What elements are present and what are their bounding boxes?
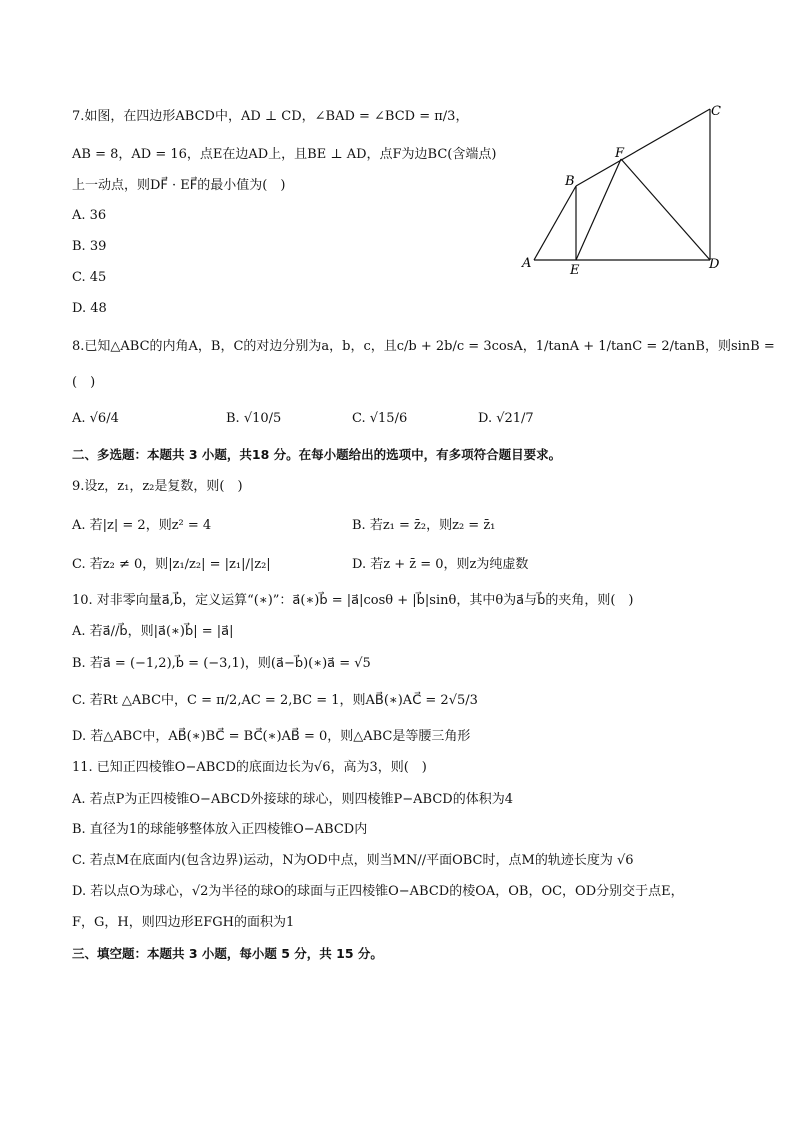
- q9-option-c: C. 若z₂ ≠ 0，则|z₁/z₂| = |z₁|/|z₂|: [72, 557, 271, 572]
- q11-option-b: B. 直径为1的球能够整体放入正四棱锥O−ABCD内: [72, 822, 368, 837]
- q7-option-d: D. 48: [72, 301, 107, 316]
- q9-option-d: D. 若z + z̄ = 0，则z为纯虚数: [352, 557, 529, 572]
- q7-figure: [515, 95, 755, 285]
- q8-option-c: C. √15/6: [352, 411, 408, 426]
- q7-line1: 7.如图，在四边形ABCD中，AD ⊥ CD，∠BAD = ∠BCD = π/3，: [72, 109, 469, 124]
- q10-option-b: B. 若a⃗ = (−1,2),b⃗ = (−3,1)，则(a⃗−b⃗)(∗)a⃗ = √5: [72, 656, 371, 671]
- q7-option-c: C. 45: [72, 270, 107, 285]
- q11-option-d-line2: F，G，H，则四边形EFGH的面积为1: [72, 915, 295, 930]
- q8-option-b: B. √10/5: [226, 411, 282, 426]
- q11-option-c: C. 若点M在底面内(包含边界)运动，N为OD中点，则当MN//平面OBC时，点M的轨迹长度为 √6: [72, 853, 634, 868]
- section-multi-choice-heading: 二、多选题：本题共 3 小题，共18 分。在每小题给出的选项中，有多项符合题目要求。: [72, 447, 562, 462]
- q8-option-a: A. √6/4: [72, 411, 119, 426]
- q9-stem: 9.设z，z₁，z₂是复数，则( ): [72, 479, 243, 494]
- q7-option-b: B. 39: [72, 239, 107, 254]
- segment-bc: [576, 109, 710, 186]
- segment-ef: [576, 159, 621, 260]
- q10-stem: 10. 对非零向量a⃗,b⃗，定义运算“(∗)”：a⃗(∗)b⃗ = |a⃗|cosθ + |b⃗|sinθ，其中θ为a⃗与b⃗的夹角，则( ): [72, 593, 634, 608]
- q11-option-d-line1: D. 若以点O为球心，√2为半径的球O的球面与正四棱锥O−ABCD的棱OA，OB，OC，OD分别交于点E，: [72, 884, 684, 899]
- q9-option-b: B. 若z₁ = z̄₂，则z₂ = z̄₁: [352, 518, 496, 533]
- q8-line1: 8.已知△ABC的内角A，B，C的对边分别为a，b，c，且c/b + 2b/c = 3cosA，1/tanA + 1/tanC = 2/tanB，则sinB =: [72, 339, 775, 354]
- q10-option-c: C. 若Rt △ABC中，C = π/2,AC = 2,BC = 1，则AB⃗(∗)AC⃗ = 2√5/3: [72, 693, 478, 708]
- q7-line3: 上一动点，则DF⃗ · EF⃗的最小值为( ): [72, 178, 286, 193]
- q8-line2: ( ): [72, 375, 96, 390]
- segment-ab: [534, 186, 576, 260]
- segment-fd: [621, 159, 710, 260]
- q10-option-a: A. 若a⃗//b⃗，则|a⃗(∗)b⃗| = |a⃗|: [72, 624, 234, 639]
- q7-option-a: A. 36: [72, 208, 107, 223]
- q11-stem: 11. 已知正四棱锥O−ABCD的底面边长为√6，高为3，则( ): [72, 760, 427, 775]
- label-f: F: [615, 146, 625, 161]
- label-a: A: [522, 256, 532, 271]
- q10-option-d: D. 若△ABC中，AB⃗(∗)BC⃗ = BC⃗(∗)AB⃗ = 0，则△ABC是等腰三角形: [72, 729, 471, 744]
- section-fill-blank-heading: 三、填空题：本题共 3 小题，每小题 5 分，共 15 分。: [72, 946, 383, 961]
- label-b: B: [565, 174, 575, 189]
- q11-option-a: A. 若点P为正四棱锥O−ABCD外接球的球心，则四棱锥P−ABCD的体积为4: [72, 792, 513, 807]
- q9-option-a: A. 若|z| = 2，则z² = 4: [72, 518, 212, 533]
- label-c: C: [711, 104, 721, 119]
- label-d: D: [709, 257, 720, 272]
- label-e: E: [570, 263, 580, 278]
- q7-line2: AB = 8，AD = 16，点E在边AD上，且BE ⊥ AD，点F为边BC(含端点): [72, 147, 497, 162]
- q8-option-d: D. √21/7: [478, 411, 534, 426]
